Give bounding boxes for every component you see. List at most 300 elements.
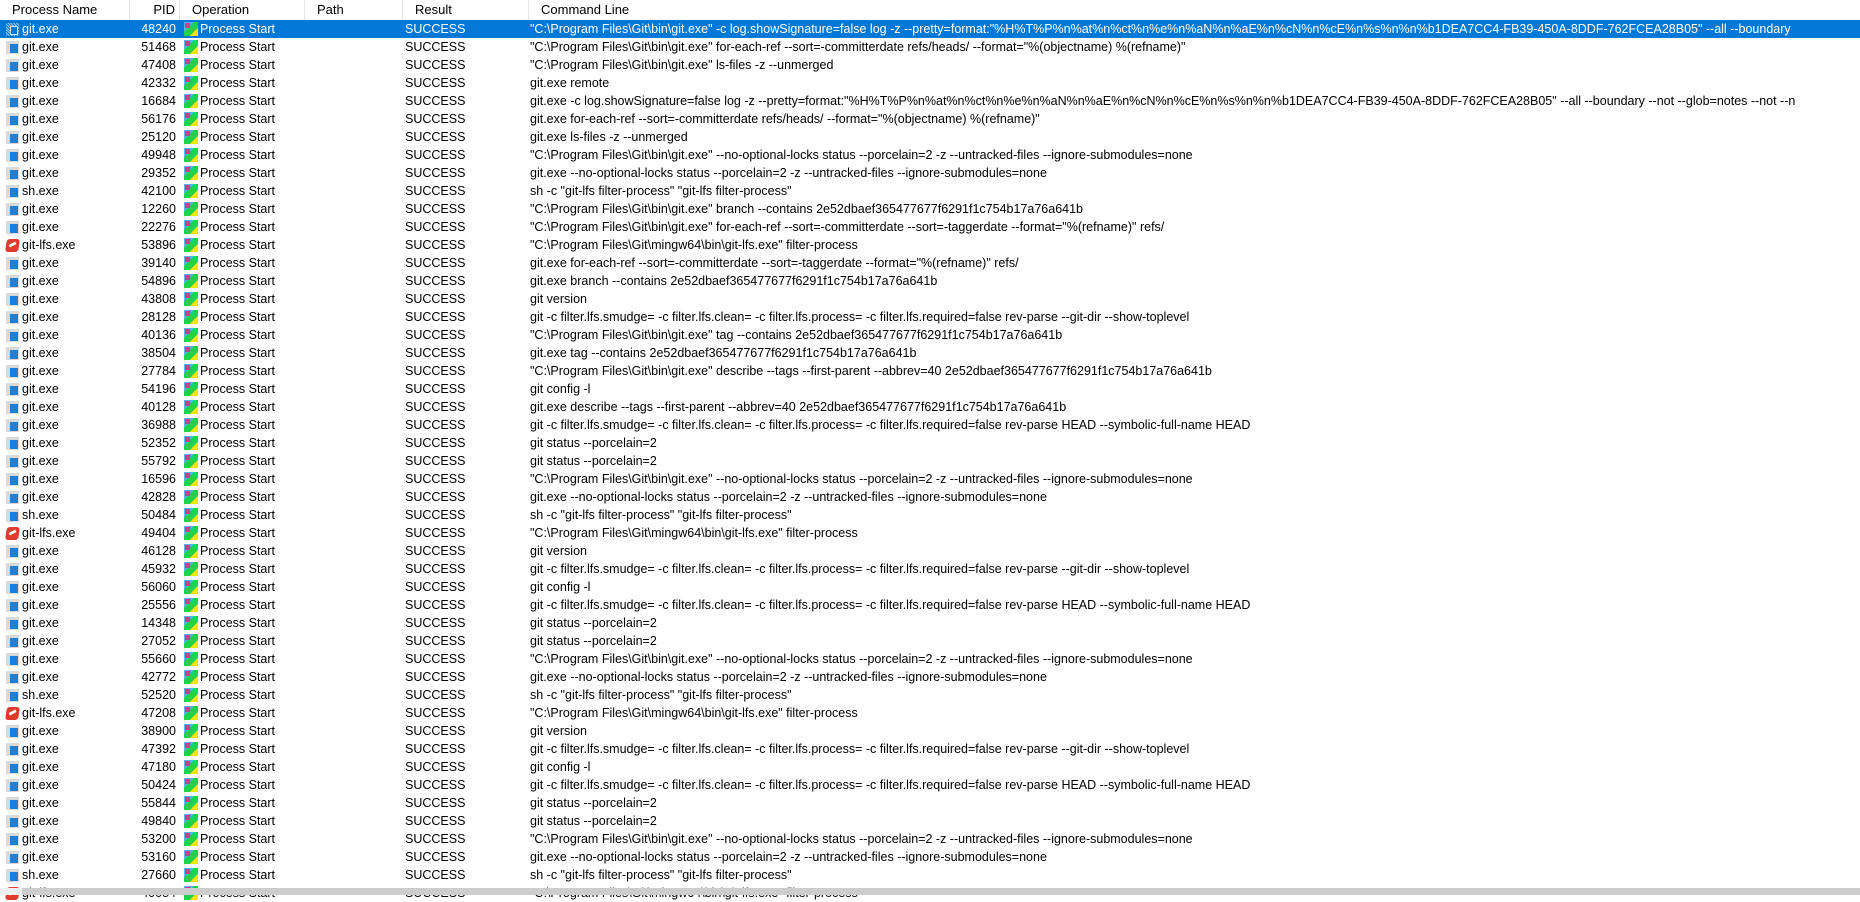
path (305, 236, 403, 254)
process-name-cell (0, 668, 130, 686)
process-name: git.exe (22, 436, 59, 450)
table-row[interactable] (0, 686, 1860, 704)
command-line: git -c filter.lfs.smudge= -c filter.lfs.clean= -c filter.lfs.process= -c filter.lfs.required=false rev-parse --git-dir --show-toplevel (530, 742, 1190, 756)
process-name-cell (0, 308, 130, 326)
pid: 53200 (141, 832, 176, 846)
operation: Process Start (200, 652, 276, 666)
command-line: git -c filter.lfs.smudge= -c filter.lfs.clean= -c filter.lfs.process= -c filter.lfs.required=false rev-parse HEAD --symbolic-full-name HEAD (530, 598, 1251, 612)
path (305, 848, 403, 866)
process-name: git.exe (22, 364, 59, 378)
table-row[interactable] (0, 56, 1860, 74)
process-start-icon (184, 382, 198, 396)
table-row[interactable] (0, 542, 1860, 560)
process-name: git.exe (22, 490, 59, 504)
exe-icon (6, 167, 19, 180)
path (305, 128, 403, 146)
command-line: sh -c "git-lfs filter-process" "git-lfs filter-process" (530, 508, 792, 522)
path (305, 326, 403, 344)
operation-cell (180, 830, 305, 848)
process-start-icon (184, 166, 198, 180)
table-row[interactable] (0, 488, 1860, 506)
table-row[interactable] (0, 560, 1860, 578)
process-name-cell (0, 200, 130, 218)
process-name: git.exe (22, 796, 59, 810)
process-start-icon (184, 274, 198, 288)
table-row[interactable] (0, 812, 1860, 830)
process-name-cell (0, 866, 130, 884)
process-name: git.exe (22, 112, 59, 126)
operation-cell (180, 596, 305, 614)
process-name: git.exe (22, 58, 59, 72)
process-start-icon (184, 490, 198, 504)
process-start-icon (184, 670, 198, 684)
process-start-icon (184, 724, 198, 738)
process-start-icon (184, 814, 198, 828)
process-name-cell (0, 362, 130, 380)
pid: 36988 (141, 418, 176, 432)
command-line: git.exe --no-optional-locks status --porcelain=2 -z --untracked-files --ignore-submodules=none (530, 850, 1047, 864)
table-row[interactable] (0, 866, 1860, 884)
process-start-icon (184, 22, 198, 36)
pid: 55792 (141, 454, 176, 468)
operation: Process Start (200, 112, 276, 126)
operation-cell (180, 146, 305, 164)
table-row[interactable] (0, 668, 1860, 686)
table-row[interactable] (0, 146, 1860, 164)
table-row[interactable] (0, 794, 1860, 812)
command-line: "C:\Program Files\Git\bin\git.exe" -c log.showSignature=false log -z --pretty=format:"%H%T%P%n%at%n%ct%n%e%n%aN%n%aE%n%cN%n%cE%n%s%n%n%b1DEA7CC4-FB39-450A-8DDF-762FCEA28B05" --all --boundary (530, 22, 1791, 36)
pid: 55844 (141, 796, 176, 810)
pid: 46128 (141, 544, 176, 558)
exe-icon (6, 509, 19, 522)
pid: 49404 (141, 526, 176, 540)
exe-icon (6, 869, 19, 882)
process-name: git.exe (22, 166, 59, 180)
pid: 54196 (141, 382, 176, 396)
exe-icon (6, 257, 19, 270)
command-line: git status --porcelain=2 (530, 454, 657, 468)
exe-icon (6, 761, 19, 774)
pid: 27052 (141, 634, 176, 648)
result: SUCCESS (405, 562, 466, 576)
process-start-icon (184, 544, 198, 558)
process-name-cell (0, 776, 130, 794)
exe-icon (6, 833, 19, 846)
process-name-cell (0, 560, 130, 578)
operation: Process Start (200, 778, 276, 792)
pid: 40136 (141, 328, 176, 342)
operation-cell (180, 38, 305, 56)
result: SUCCESS (405, 400, 466, 414)
table-row[interactable] (0, 344, 1860, 362)
process-name-cell (0, 272, 130, 290)
exe-icon (6, 77, 19, 90)
path (305, 56, 403, 74)
column-header-pid[interactable]: PID (130, 0, 180, 20)
process-name-cell (0, 470, 130, 488)
result: SUCCESS (405, 238, 466, 252)
command-line: git.exe for-each-ref --sort=-committerdate refs/heads/ --format="%(objectname) %(refname)" (530, 112, 1040, 126)
table-row[interactable] (0, 290, 1860, 308)
table-row[interactable] (0, 398, 1860, 416)
table-row[interactable] (0, 650, 1860, 668)
path (305, 218, 403, 236)
operation: Process Start (200, 400, 276, 414)
operation-cell (180, 74, 305, 92)
table-row[interactable] (0, 632, 1860, 650)
process-start-icon (184, 688, 198, 702)
result: SUCCESS (405, 310, 466, 324)
exe-icon (6, 545, 19, 558)
result: SUCCESS (405, 742, 466, 756)
path (305, 596, 403, 614)
operation-cell (180, 668, 305, 686)
pid: 56060 (141, 580, 176, 594)
operation: Process Start (200, 202, 276, 216)
operation: Process Start (200, 832, 276, 846)
table-row[interactable] (0, 110, 1860, 128)
command-line: "C:\Program Files\Git\bin\git.exe" for-each-ref --sort=-committerdate refs/heads/ --format="%(objectname) %(refname)" (530, 40, 1186, 54)
horizontal-scrollbar[interactable] (0, 888, 1860, 895)
command-line: git.exe -c log.showSignature=false log -z --pretty=format:"%H%T%P%n%at%n%ct%n%e%n%aN%n%aE%n%cN%n%cE%n%s%n%n%b1DEA7CC4-FB39-450A-8DDF-762FCEA28B05" --all --boundary --not --glob=notes --not --n (530, 94, 1796, 108)
operation: Process Start (200, 58, 276, 72)
column-header-path[interactable]: Path (305, 0, 403, 20)
operation: Process Start (200, 868, 276, 882)
process-name: git.exe (22, 382, 59, 396)
operation-cell (180, 362, 305, 380)
table-row[interactable] (0, 92, 1860, 110)
git-lfs-icon (5, 239, 20, 252)
table-row[interactable] (0, 740, 1860, 758)
process-start-icon (184, 508, 198, 522)
process-name-cell (0, 146, 130, 164)
table-row[interactable] (0, 326, 1860, 344)
process-name: git.exe (22, 22, 59, 36)
exe-icon (6, 491, 19, 504)
process-start-icon (184, 436, 198, 450)
process-start-icon (184, 76, 198, 90)
command-line: sh -c "git-lfs filter-process" "git-lfs filter-process" (530, 184, 792, 198)
pid: 47180 (141, 760, 176, 774)
process-name-cell (0, 452, 130, 470)
scrollbar-thumb[interactable] (22, 888, 1860, 895)
process-name: git.exe (22, 148, 59, 162)
process-start-icon (184, 58, 198, 72)
result: SUCCESS (405, 706, 466, 720)
exe-icon (6, 383, 19, 396)
pid: 42100 (141, 184, 176, 198)
command-line: git.exe --no-optional-locks status --porcelain=2 -z --untracked-files --ignore-submodules=none (530, 670, 1047, 684)
table-row[interactable] (0, 236, 1860, 254)
table-row[interactable] (0, 20, 1860, 38)
pid: 50424 (141, 778, 176, 792)
pid: 39140 (141, 256, 176, 270)
exe-icon (6, 149, 19, 162)
process-name-cell (0, 686, 130, 704)
operation-cell (180, 164, 305, 182)
process-name-cell (0, 758, 130, 776)
process-name: git.exe (22, 346, 59, 360)
operation-cell (180, 326, 305, 344)
process-start-icon (184, 562, 198, 576)
table-row[interactable] (0, 704, 1860, 722)
command-line: git status --porcelain=2 (530, 634, 657, 648)
process-name-cell (0, 290, 130, 308)
exe-icon (6, 113, 19, 126)
table-row[interactable] (0, 254, 1860, 272)
command-line: git -c filter.lfs.smudge= -c filter.lfs.clean= -c filter.lfs.process= -c filter.lfs.required=false rev-parse --git-dir --show-toplevel (530, 310, 1190, 324)
operation-cell (180, 488, 305, 506)
command-line: "C:\Program Files\Git\bin\git.exe" tag --contains 2e52dbaef365477677f6291f1c754b17a76a641b (530, 328, 1063, 342)
operation-cell (180, 92, 305, 110)
operation: Process Start (200, 220, 276, 234)
column-header-process-name[interactable]: Process Name (0, 0, 130, 20)
table-row[interactable] (0, 452, 1860, 470)
process-start-icon (184, 418, 198, 432)
path (305, 146, 403, 164)
table-row[interactable] (0, 758, 1860, 776)
process-name: git.exe (22, 778, 59, 792)
table-row[interactable] (0, 38, 1860, 56)
operation-cell (180, 758, 305, 776)
exe-icon (6, 221, 19, 234)
operation-cell (180, 434, 305, 452)
table-row[interactable] (0, 596, 1860, 614)
process-start-icon (184, 256, 198, 270)
column-header-operation[interactable]: Operation (180, 0, 305, 20)
process-name-cell (0, 416, 130, 434)
operation-cell (180, 722, 305, 740)
exe-icon (6, 41, 19, 54)
exe-icon (6, 815, 19, 828)
table-row[interactable] (0, 380, 1860, 398)
column-header-command-line[interactable]: Command Line (541, 2, 630, 17)
process-name: git.exe (22, 76, 59, 90)
result: SUCCESS (405, 850, 466, 864)
pid: 27660 (141, 868, 176, 882)
table-row[interactable] (0, 722, 1860, 740)
path (305, 758, 403, 776)
operation-cell (180, 254, 305, 272)
operation-cell (180, 686, 305, 704)
operation-cell (180, 614, 305, 632)
process-start-icon (184, 202, 198, 216)
operation: Process Start (200, 256, 276, 270)
operation-cell (180, 290, 305, 308)
exe-icon (6, 617, 19, 630)
path (305, 722, 403, 740)
process-name: git.exe (22, 130, 59, 144)
path (305, 200, 403, 218)
path (305, 560, 403, 578)
process-name-cell (0, 236, 130, 254)
path (305, 686, 403, 704)
result: SUCCESS (405, 526, 466, 540)
operation-cell (180, 812, 305, 830)
process-name: git-lfs.exe (22, 238, 76, 252)
pid: 14348 (141, 616, 176, 630)
result: SUCCESS (405, 868, 466, 882)
path (305, 398, 403, 416)
table-row[interactable] (0, 272, 1860, 290)
path (305, 524, 403, 542)
exe-icon (6, 401, 19, 414)
table-row[interactable] (0, 362, 1860, 380)
table-row[interactable] (0, 416, 1860, 434)
operation-cell (180, 470, 305, 488)
result: SUCCESS (405, 58, 466, 72)
table-row[interactable] (0, 218, 1860, 236)
process-name: git.exe (22, 202, 59, 216)
table-row[interactable] (0, 74, 1860, 92)
command-line: sh -c "git-lfs filter-process" "git-lfs filter-process" (530, 868, 792, 882)
table-row[interactable] (0, 848, 1860, 866)
table-row[interactable] (0, 470, 1860, 488)
process-name-cell (0, 722, 130, 740)
process-start-icon (184, 148, 198, 162)
column-header-result[interactable]: Result (403, 0, 529, 20)
process-name: git.exe (22, 832, 59, 846)
operation: Process Start (200, 364, 276, 378)
process-start-icon (184, 130, 198, 144)
process-name-cell (0, 128, 130, 146)
process-name: git.exe (22, 40, 59, 54)
operation-cell (180, 650, 305, 668)
command-line: git -c filter.lfs.smudge= -c filter.lfs.clean= -c filter.lfs.process= -c filter.lfs.required=false rev-parse HEAD --symbolic-full-name HEAD (530, 778, 1251, 792)
pid: 48240 (141, 22, 176, 36)
command-line: git status --porcelain=2 (530, 796, 657, 810)
pid: 27784 (141, 364, 176, 378)
table-row[interactable] (0, 614, 1860, 632)
process-name: git.exe (22, 472, 59, 486)
operation: Process Start (200, 382, 276, 396)
process-name: git.exe (22, 598, 59, 612)
process-name: git.exe (22, 760, 59, 774)
event-list (0, 20, 1860, 888)
exe-icon (6, 563, 19, 576)
table-row[interactable] (0, 164, 1860, 182)
table-row[interactable] (0, 434, 1860, 452)
exe-icon (6, 725, 19, 738)
result: SUCCESS (405, 544, 466, 558)
process-start-icon (184, 526, 198, 540)
process-start-icon (184, 94, 198, 108)
operation: Process Start (200, 346, 276, 360)
operation-cell (180, 866, 305, 884)
process-start-icon (184, 598, 198, 612)
git-lfs-icon (5, 707, 20, 720)
table-row[interactable] (0, 524, 1860, 542)
pid: 29352 (141, 166, 176, 180)
table-row[interactable] (0, 776, 1860, 794)
process-start-icon (184, 400, 198, 414)
operation-cell (180, 308, 305, 326)
operation-cell (180, 704, 305, 722)
pid: 51468 (141, 40, 176, 54)
process-name: git-lfs.exe (22, 706, 76, 720)
result: SUCCESS (405, 418, 466, 432)
process-start-icon (184, 184, 198, 198)
exe-icon (6, 185, 19, 198)
operation: Process Start (200, 454, 276, 468)
pid: 43808 (141, 292, 176, 306)
table-row[interactable] (0, 182, 1860, 200)
pid: 42332 (141, 76, 176, 90)
operation: Process Start (200, 850, 276, 864)
path (305, 488, 403, 506)
table-row[interactable] (0, 578, 1860, 596)
process-name: git.exe (22, 400, 59, 414)
command-line: "C:\Program Files\Git\bin\git.exe" --no-optional-locks status --porcelain=2 -z --untracked-files --ignore-submodules=none (530, 472, 1193, 486)
exe-icon (6, 437, 19, 450)
path (305, 182, 403, 200)
table-row[interactable] (0, 200, 1860, 218)
operation-cell (180, 776, 305, 794)
path (305, 344, 403, 362)
operation-cell (180, 110, 305, 128)
exe-icon (6, 653, 19, 666)
path (305, 308, 403, 326)
command-line: git.exe describe --tags --first-parent --abbrev=40 2e52dbaef365477677f6291f1c754b17a76a641b (530, 400, 1067, 414)
table-row[interactable] (0, 506, 1860, 524)
pid: 16684 (141, 94, 176, 108)
exe-icon (6, 581, 19, 594)
process-name-cell (0, 830, 130, 848)
process-name: git.exe (22, 292, 59, 306)
operation-cell (180, 398, 305, 416)
operation-cell (180, 452, 305, 470)
pid: 22276 (141, 220, 176, 234)
command-line: git -c filter.lfs.smudge= -c filter.lfs.clean= -c filter.lfs.process= -c filter.lfs.required=false rev-parse --git-dir --show-toplevel (530, 562, 1190, 576)
operation: Process Start (200, 94, 276, 108)
result: SUCCESS (405, 202, 466, 216)
operation: Process Start (200, 148, 276, 162)
path (305, 470, 403, 488)
path (305, 866, 403, 884)
table-row[interactable] (0, 308, 1860, 326)
exe-icon (6, 347, 19, 360)
operation: Process Start (200, 760, 276, 774)
process-start-icon (184, 868, 198, 882)
result: SUCCESS (405, 166, 466, 180)
operation-cell (180, 182, 305, 200)
operation-cell (180, 380, 305, 398)
process-start-icon (184, 760, 198, 774)
result: SUCCESS (405, 22, 466, 36)
result: SUCCESS (405, 688, 466, 702)
operation: Process Start (200, 688, 276, 702)
operation: Process Start (200, 418, 276, 432)
process-start-icon (184, 742, 198, 756)
process-name-cell (0, 38, 130, 56)
process-start-icon (184, 454, 198, 468)
path (305, 380, 403, 398)
process-name-cell (0, 380, 130, 398)
process-name-cell (0, 542, 130, 560)
table-row[interactable] (0, 830, 1860, 848)
command-line: "C:\Program Files\Git\bin\git.exe" --no-optional-locks status --porcelain=2 -z --untracked-files --ignore-submodules=none (530, 832, 1193, 846)
table-row[interactable] (0, 128, 1860, 146)
pid: 12260 (141, 202, 176, 216)
operation: Process Start (200, 526, 276, 540)
path (305, 92, 403, 110)
process-name: sh.exe (22, 508, 59, 522)
exe-icon (6, 131, 19, 144)
exe-icon (6, 689, 19, 702)
pid: 54896 (141, 274, 176, 288)
command-line: "C:\Program Files\Git\bin\git.exe" describe --tags --first-parent --abbrev=40 2e52dbaef365477677f6291f1c754b17a76a641b (530, 364, 1212, 378)
column-header (0, 0, 1860, 20)
